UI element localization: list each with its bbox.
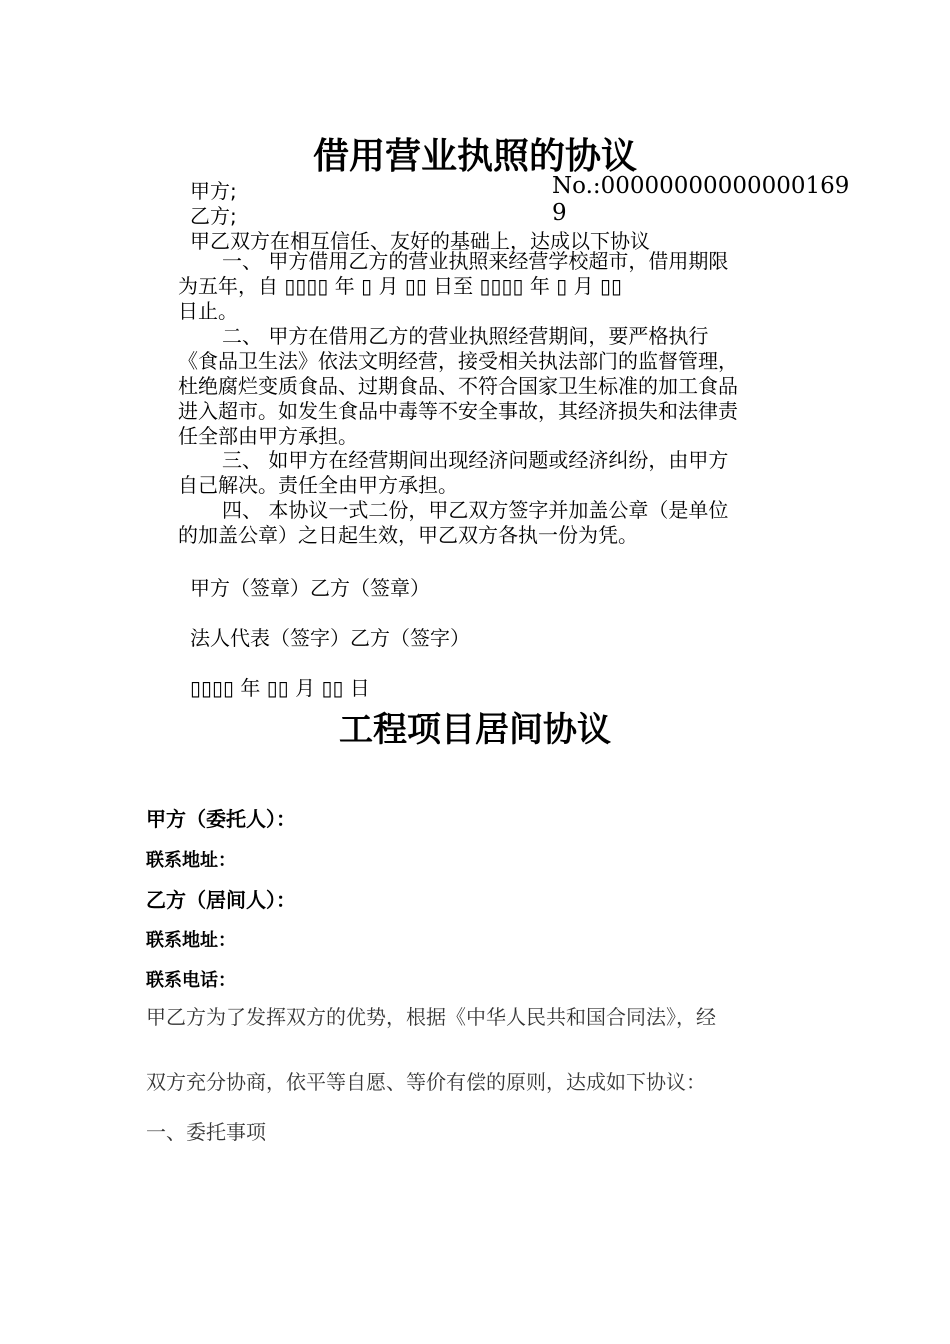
clause-line: 为五年，自 ▯▯▯▯ 年 ▯ 月 ▯▯ 日至 ▯▯▯▯ 年 ▯ 月 ▯▯ [178,274,623,298]
document-number: No.:000000000000001699 [552,173,850,226]
clause-line: 三、 如甲方在经营期间出现经济问题或经济纠纷，由甲方 [222,448,729,472]
clause-line: 自己解决。责任全由甲方承担。 [178,473,458,497]
clause-1 [178,249,808,324]
agent-label: 乙方（居间人）： [146,888,296,912]
signature-line-representative: 法人代表（签字）乙方（签字） [190,626,470,650]
clause-line: 任全部由甲方承担。 [178,424,358,448]
signature-date: ▯▯▯▯ 年 ▯▯ 月 ▯▯ 日 [190,676,370,700]
agreement-intro: 甲乙双方在相互信任、友好的基础上，达成以下协议 [190,229,650,253]
party-a-line: 甲方; [190,179,237,203]
signature-line-seal: 甲方（签章）乙方（签章） [190,576,430,600]
agent-address-label: 联系地址： [146,930,236,951]
clause-line: 杜绝腐烂变质食品、过期食品、不符合国家卫生标准的加工食品 [178,374,738,398]
client-label: 甲方（委托人）： [146,807,296,831]
clause-line: 一、 甲方借用乙方的营业执照来经营学校超市，借用期限 [222,249,729,273]
clause-line: 四、 本协议一式二份，甲乙双方签字并加盖公章（是单位 [222,498,729,522]
clause-line: 《食品卫生法》依法文明经营，接受相关执法部门的监督管理， [178,349,738,373]
clause-line: 进入超市。如发生食品中毒等不安全事故，其经济损失和法律责 [178,399,738,423]
section-heading-entrusted-matters: 一、委托事项 [146,1120,266,1144]
client-address-label: 联系地址： [146,850,236,871]
preamble-line: 甲乙方为了发挥双方的优势，根据《中华人民共和国合同法》，经 [146,1005,716,1029]
clause-4 [178,498,808,548]
clause-3 [178,448,808,498]
clause-line: 日止。 [178,299,238,323]
clause-line: 的加盖公章）之日起生效，甲乙双方各执一份为凭。 [178,523,638,547]
party-b-line: 乙方; [190,204,237,228]
agent-phone-label: 联系电话： [146,970,236,991]
brokerage-agreement-title: 工程项目居间协议 [339,710,611,750]
clause-line: 二、 甲方在借用乙方的营业执照经营期间，要严格执行 [222,324,709,348]
clause-2 [178,324,808,449]
preamble-line: 双方充分协商，依平等自愿、等价有偿的原则，达成如下协议： [146,1070,706,1094]
agreement-title: 借用营业执照的协议 [312,136,637,177]
